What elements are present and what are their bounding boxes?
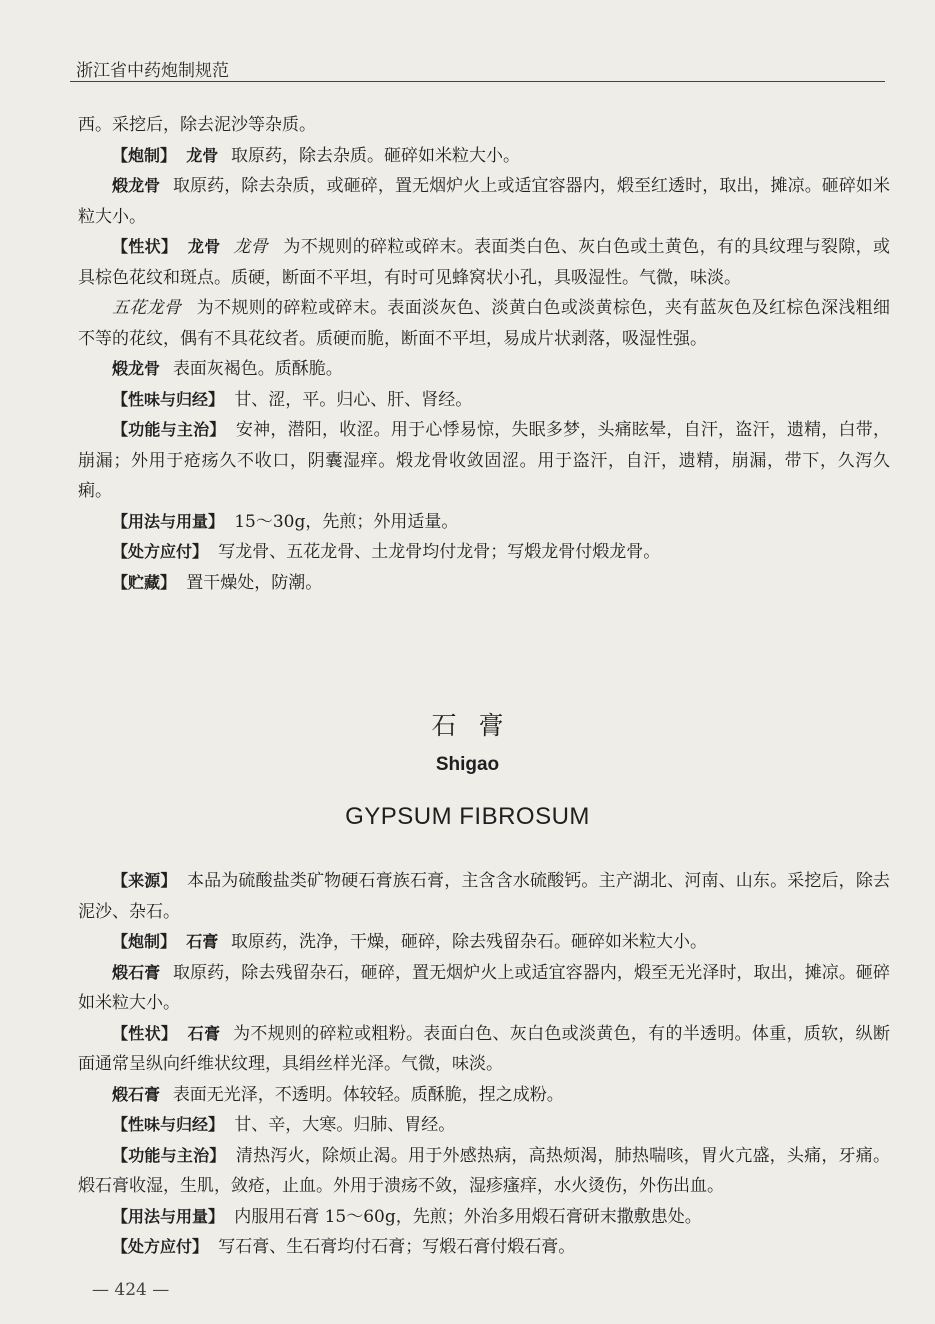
- section-tag: 【用法与用量】: [112, 1206, 225, 1226]
- term-label: 煅龙骨: [112, 359, 161, 378]
- paragraph: [78, 1080, 890, 1111]
- section-tag: 【性味与归经】: [112, 389, 225, 409]
- paragraph-text: 甘、涩，平。归心、肝、肾经。: [234, 389, 473, 410]
- paragraph-text: 本品为硫酸盐类矿物硬石膏族石膏，主含含水硫酸钙。主产湖北、河南、山东。采挖后，除去泥沙、杂石。: [78, 871, 890, 922]
- paragraph-text: 取原药，除去杂质，或砸碎，置无烟炉火上或适宜容器内，煅至红透时，取出，摊凉。砸碎如米粒大小。: [78, 176, 890, 227]
- term-label: 石膏: [186, 932, 219, 951]
- paragraph: [78, 293, 890, 354]
- monograph-title-latin: GYPSUM FIBROSUM: [345, 803, 590, 830]
- paragraph: [78, 537, 890, 568]
- term-label: 龙骨: [186, 145, 219, 165]
- paragraph-text: 写龙骨、五花龙骨、土龙骨均付龙骨；写煅龙骨付煅龙骨。: [218, 542, 661, 562]
- paragraph-text: 内服用石膏 15～60g，先煎；外治多用煅石膏研末撒敷患处。: [234, 1206, 702, 1227]
- paragraph-text: 清热泻火，除烦止渴。用于外感热病，高热烦渴，肺热喘咳，胃火亢盛，头痛，牙痛。煅石膏收湿，生肌，敛疮，止血。外用于溃疡不敛，湿疹瘙痒，水火烫伤，外伤出血。: [78, 1145, 890, 1196]
- paragraph-text: 取原药，除去杂质。砸碎如米粒大小。: [231, 145, 521, 166]
- paragraph-text: 西。采挖后，除去泥沙等杂质。: [78, 115, 316, 135]
- section-tag: 【炮制】: [112, 932, 177, 951]
- paragraph: [78, 568, 890, 599]
- paragraph: [78, 385, 890, 416]
- paragraph-text: 甘、辛，大寒。归肺、胃经。: [234, 1115, 456, 1135]
- paragraph: [78, 1110, 890, 1141]
- term-label: 煅石膏: [112, 1084, 161, 1104]
- paragraph: [78, 507, 890, 538]
- paragraph-text: 为不规则的碎粒或碎末。表面类白色、灰白色或土黄色，有的具纹理与裂隙，或具棕色花纹和斑点。质硬，断面不平坦，有时可见蜂窝状小孔，具吸湿性。气微，味淡。: [78, 237, 890, 288]
- monograph-title-pinyin: Shigao: [435, 754, 500, 775]
- paragraph: [78, 171, 890, 232]
- paragraph-text: 表面无光泽，不透明。体较轻。质酥脆，捏之成粉。: [172, 1084, 564, 1105]
- paragraph: [78, 110, 890, 141]
- section-tag: 【处方应付】: [112, 542, 209, 561]
- section-tag: 【性状】: [112, 1023, 178, 1043]
- paragraph: [78, 232, 890, 293]
- paragraph-text: 表面灰褐色。质酥脆。: [172, 359, 343, 379]
- paragraph: [78, 1019, 890, 1080]
- paragraph-text: 写石膏、生石膏均付石膏；写煅石膏付煅石膏。: [218, 1237, 576, 1257]
- paragraph-text: 置干燥处，防潮。: [186, 572, 323, 593]
- section-tag: 【处方应付】: [112, 1237, 209, 1256]
- page-number: — 424 —: [92, 1280, 170, 1300]
- paragraph: [78, 1202, 890, 1233]
- header-rule: [70, 81, 885, 82]
- term-label: 煅石膏: [112, 962, 161, 982]
- paragraph: [78, 958, 890, 1019]
- paragraph-text: 安神，潜阳，收涩。用于心悸易惊，失眠多梦，头痛眩晕，自汗，盗汗，遗精，白带，崩漏；外用于疮疡久不收口，阴囊湿痒。煅龙骨收敛固涩。用于盗汗，自汗，遗精，崩漏，带下，久泻久痢。: [78, 420, 890, 501]
- section-shigao: [78, 866, 890, 1263]
- paragraph-text: 15～30g，先煎；外用适量。: [234, 511, 459, 532]
- sub-term-label: 龙骨: [233, 237, 269, 257]
- sub-term-label: 五花龙骨: [112, 298, 182, 318]
- term-label: 石膏: [187, 1023, 221, 1043]
- section-tag: 【功能与主治】: [112, 420, 226, 439]
- section-tag: 【性状】: [112, 237, 178, 256]
- paragraph: [78, 415, 890, 507]
- paragraph: [78, 141, 890, 172]
- paragraph: [78, 1141, 890, 1202]
- paragraph: [78, 1232, 890, 1263]
- paragraph-text: 取原药，洗净，干燥，砸碎，除去残留杂石。砸碎如米粒大小。: [231, 932, 708, 952]
- section-tag: 【性味与归经】: [112, 1115, 225, 1134]
- section-tag: 【贮藏】: [112, 572, 177, 592]
- paragraph: [78, 927, 890, 958]
- paragraph: [78, 866, 890, 927]
- paragraph-text: 取原药，除去残留杂石，砸碎，置无烟炉火上或适宜容器内，煅至无光泽时，取出，摊凉。砸碎如米粒大小。: [78, 962, 890, 1013]
- running-header: 浙江省中药炮制规范: [76, 61, 229, 81]
- section-tag: 【来源】: [112, 871, 177, 890]
- section-tag: 【炮制】: [112, 145, 177, 165]
- term-label: 煅龙骨: [112, 176, 161, 195]
- paragraph-text: 为不规则的碎粒或碎末。表面淡灰色、淡黄白色或淡黄棕色，夹有蓝灰色及红棕色深浅粗细不等的花纹，偶有不具花纹者。质硬而脆，断面不平坦，易成片状剥落，吸湿性强。: [78, 298, 891, 349]
- section-tag: 【功能与主治】: [112, 1145, 226, 1165]
- monograph-title-cn: 石膏: [431, 711, 526, 740]
- paragraph-text: 为不规则的碎粒或粗粉。表面白色、灰白色或淡黄色，有的半透明。体重，质软，纵断面通常呈纵向纤维状纹理，具绢丝样光泽。气微，味淡。: [78, 1023, 890, 1074]
- paragraph: [78, 354, 890, 385]
- section-longgu: [78, 110, 890, 598]
- section-tag: 【用法与用量】: [112, 511, 225, 531]
- term-label: 龙骨: [187, 237, 221, 256]
